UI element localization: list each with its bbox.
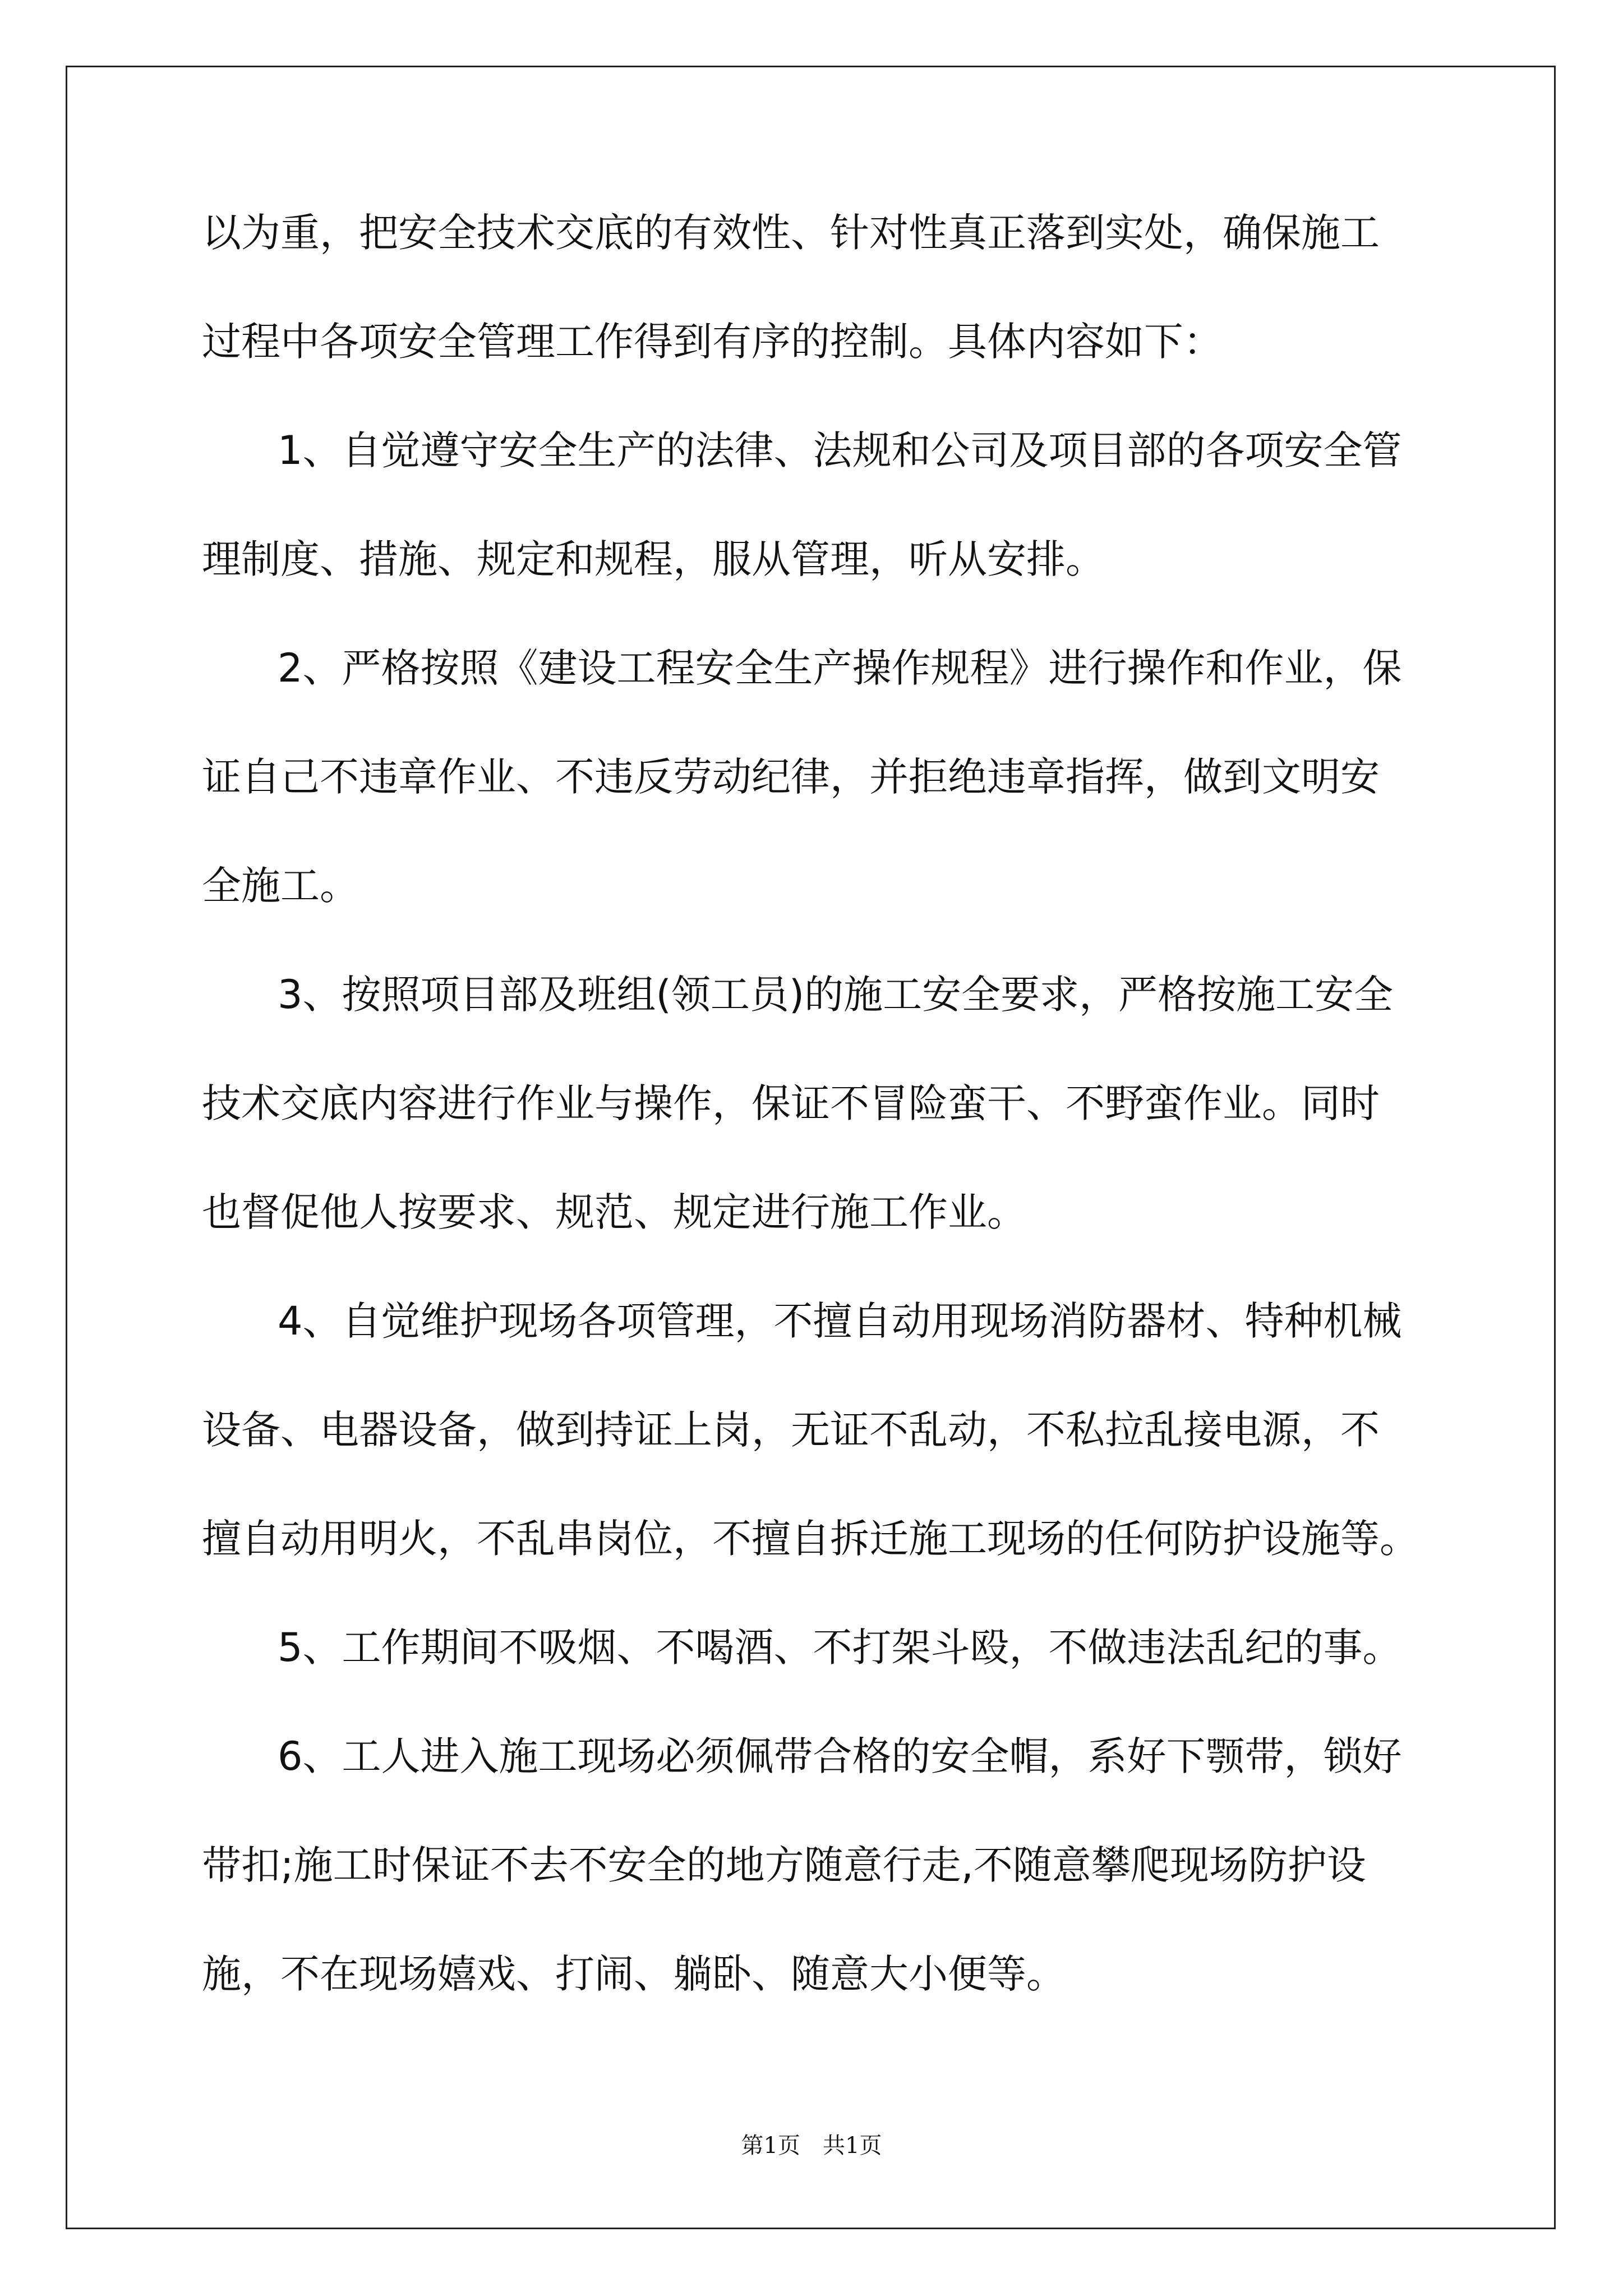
item-3-line-2: 技术交底内容进行作业与操作，保证不冒险蛮干、不野蛮作业。同时 — [202, 1080, 1380, 1126]
item-3-line-3: 也督促他人按要求、规范、规定进行施工作业。 — [202, 1189, 1026, 1235]
item-4-line-1: 4、自觉维护现场各项管理，不擅自动用现场消防器材、特种机械 — [278, 1298, 1402, 1344]
item-3-line-1: 3、按照项目部及班组(领工员)的施工安全要求，严格按施工安全 — [278, 972, 1394, 1018]
item-4-line-3: 擅自动用明火，不乱串岗位，不擅自拆迁施工现场的任何防护设施等。 — [202, 1516, 1419, 1562]
item-2-line-2: 证自己不违章作业、不违反劳动纪律，并拒绝违章指挥，做到文明安 — [202, 754, 1380, 800]
document-body — [202, 205, 1430, 2002]
item-1-line-2: 理制度、措施、规定和规程，服从管理，听从安排。 — [202, 536, 1105, 582]
item-1-line-1: 1、自觉遵守安全生产的法律、法规和公司及项目部的各项安全管 — [278, 427, 1402, 473]
item-2-line-3: 全施工。 — [202, 863, 359, 909]
item-5-line-1: 5、工作期间不吸烟、不喝酒、不打架斗殴，不做违法乱纪的事。 — [278, 1625, 1402, 1671]
page-footer: 第1页 共1页 — [741, 2133, 882, 2159]
item-6-line-1: 6、工人进入施工现场必须佩带合格的安全帽，系好下颚带，锁好 — [278, 1733, 1402, 1779]
item-2-line-1: 2、严格按照《建设工程安全生产操作规程》进行操作和作业，保 — [278, 645, 1402, 691]
item-6-line-3: 施，不在现场嬉戏、打闹、躺卧、随意大小便等。 — [202, 1951, 1066, 1997]
body-line-2: 过程中各项安全管理工作得到有序的控制。具体内容如下： — [202, 319, 1223, 365]
item-6-line-2: 带扣;施工时保证不去不安全的地方随意行走,不随意攀爬现场防护设 — [202, 1842, 1366, 1888]
item-4-line-2: 设备、电器设备，做到持证上岗，无证不乱动，不私拉乱接电源，不 — [202, 1407, 1380, 1453]
body-line-1: 以为重，把安全技术交底的有效性、针对性真正落到实处，确保施工 — [202, 210, 1380, 256]
